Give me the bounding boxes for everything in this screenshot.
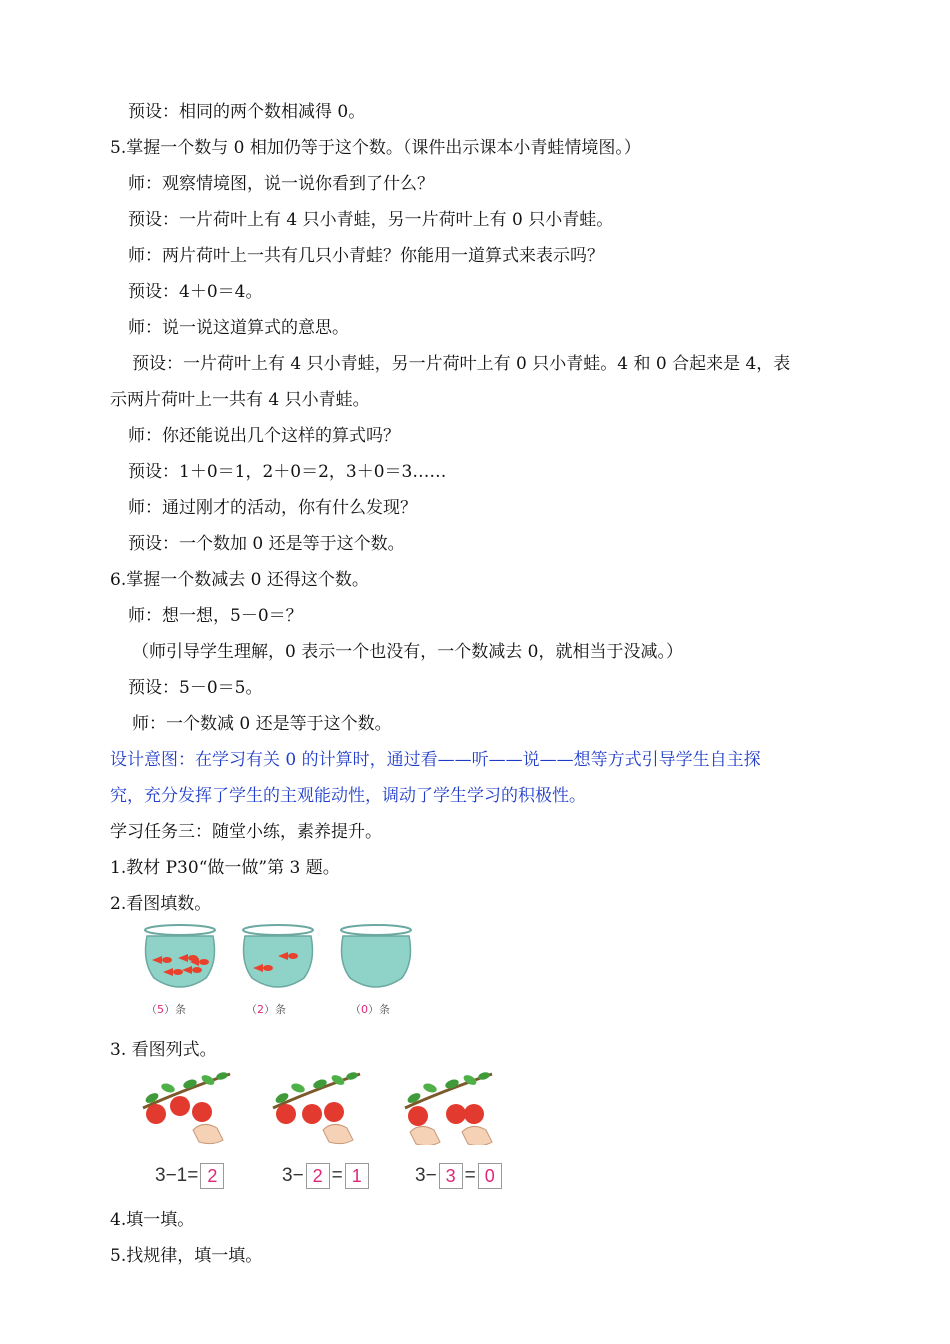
answer-box: 2: [200, 1163, 224, 1189]
task-item: 2.看图填数。: [110, 894, 212, 914]
text-line: 预设：一片荷叶上有 4 只小青蛙，另一片荷叶上有 0 只小青蛙。: [128, 210, 614, 230]
apple-equation: 3− 2 = 1: [282, 1163, 371, 1189]
fishbowl-caption: （0）条: [350, 1003, 390, 1016]
fish-count: 0: [361, 1003, 368, 1016]
text-line: （师引导学生理解，0 表示一个也没有，一个数减去 0，就相当于没减。）: [132, 642, 683, 662]
text-line: 师：观察情境图，说一说你看到了什么？: [128, 174, 434, 194]
text-line: 师：想一想，5－0＝？: [128, 606, 303, 626]
fishbowl-2: [243, 925, 313, 987]
apples-illustration: [138, 1070, 508, 1145]
text-line: 预设：一个数加 0 还是等于这个数。: [128, 534, 405, 554]
fishbowls-illustration: [138, 922, 428, 994]
task-item: 1.教材 P30“做一做”第 3 题。: [110, 858, 340, 878]
fish-count: 2: [257, 1003, 264, 1016]
task-item: 3. 看图列式。: [110, 1040, 217, 1060]
answer-box: 3: [439, 1163, 463, 1189]
text-line: 预设：一片荷叶上有 4 只小青蛙，另一片荷叶上有 0 只小青蛙。4 和 0 合起来是 4，表: [132, 354, 791, 374]
text-line: 预设：相同的两个数相减得 0。: [128, 102, 366, 122]
task-item: 5.找规律，填一填。: [110, 1246, 263, 1266]
apple-equation: 3−1= 2: [155, 1163, 226, 1189]
answer-box: 0: [478, 1163, 502, 1189]
task-title: 学习任务三：随堂小练，素养提升。: [110, 822, 382, 842]
text-line: 预设：1＋0＝1，2＋0＝2，3＋0＝3……: [128, 462, 447, 482]
text-line: 师：你还能说出几个这样的算式吗？: [128, 426, 400, 446]
design-intent-line: 设计意图：在学习有关 0 的计算时，通过看——听——说——想等方式引导学生自主探: [110, 750, 761, 770]
task-item: 4.填一填。: [110, 1210, 195, 1230]
fish-count: 5: [157, 1003, 164, 1016]
apple-group-1: [143, 1071, 230, 1144]
apple-group-2: [273, 1071, 360, 1144]
apple-group-3: [405, 1071, 492, 1145]
text-line: 预设：5－0＝5。: [128, 678, 263, 698]
text-line: 师：通过刚才的活动，你有什么发现？: [128, 498, 417, 518]
fishbowl-5: [145, 925, 215, 987]
text-line: 师：说一说这道算式的意思。: [128, 318, 349, 338]
answer-box: 2: [306, 1163, 330, 1189]
fishbowl-caption: （5）条: [146, 1003, 186, 1016]
text-line: 师：一个数减 0 还是等于这个数。: [132, 714, 392, 734]
section-heading: 5.掌握一个数与 0 相加仍等于这个数。（课件出示课本小青蛙情境图。）: [110, 138, 641, 158]
fishbowl-caption: （2）条: [246, 1003, 286, 1016]
section-heading: 6.掌握一个数减去 0 还得这个数。: [110, 570, 369, 590]
fishbowl-0: [341, 925, 411, 987]
text-line: 预设：4＋0＝4。: [128, 282, 263, 302]
text-line: 师：两片荷叶上一共有几只小青蛙？你能用一道算式来表示吗？: [128, 246, 604, 266]
answer-box: 1: [345, 1163, 369, 1189]
design-intent-line: 究，充分发挥了学生的主观能动性，调动了学生学习的积极性。: [110, 786, 586, 806]
apple-equation: 3− 3 = 0: [415, 1163, 504, 1189]
text-line: 示两片荷叶上一共有 4 只小青蛙。: [110, 390, 370, 410]
